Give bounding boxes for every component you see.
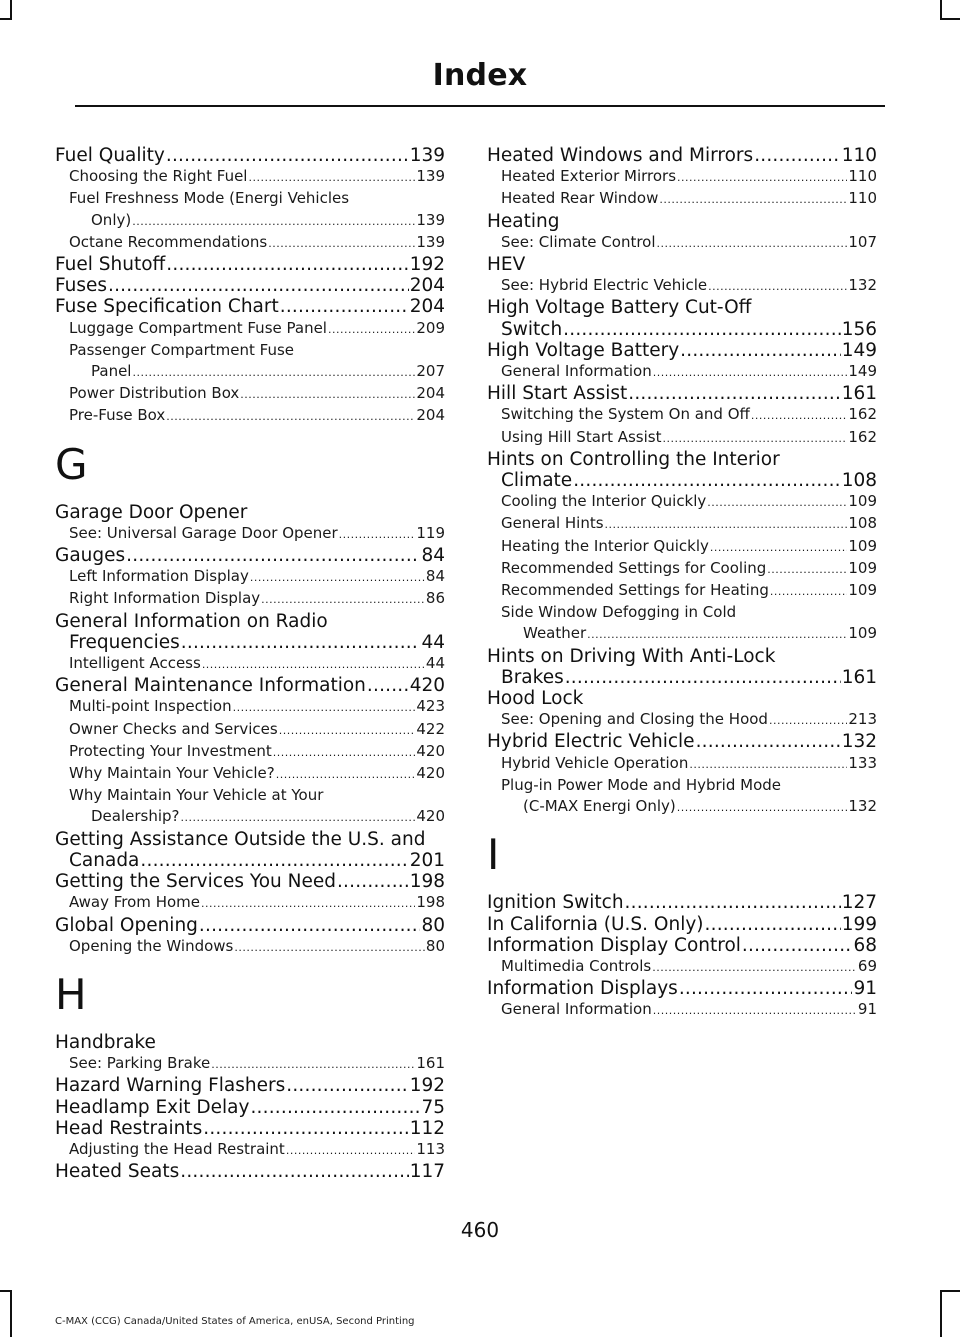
crop-mark [0, 18, 12, 20]
index-subentry[interactable]: Hybrid Vehicle Operation ..... 133 [487, 753, 877, 775]
index-subentry[interactable]: (C-MAX Energi Only) ..... 132 [487, 796, 877, 818]
index-entry[interactable]: Heated Windows and Mirrors ..... 110 [487, 145, 877, 166]
section-letter: I [487, 830, 500, 880]
index-subentry[interactable]: Right Information Display ..... 86 [55, 588, 445, 610]
index-entry-heading: Getting Assistance Outside the U.S. and [55, 828, 426, 850]
index-subentry[interactable]: Cooling the Interior Quickly ..... 109 [487, 491, 877, 513]
index-entry-heading: Garage Door Opener [55, 501, 248, 523]
index-entry[interactable]: Hybrid Electric Vehicle ..... 132 [487, 731, 877, 752]
index-subentry-text: Plug-in Power Mode and Hybrid Mode [501, 775, 782, 794]
index-subentry[interactable]: Multi-point Inspection ..... 423 [55, 696, 445, 718]
index-subentry[interactable]: Heating the Interior Quickly ..... 109 [487, 536, 877, 558]
index-entry[interactable]: Fuel Quality ..... 139 [55, 145, 445, 166]
index-subentry[interactable]: See: Parking Brake ..... 161 [55, 1053, 445, 1075]
index-subentry[interactable]: Why Maintain Your Vehicle? ..... 420 [55, 763, 445, 785]
index-entry[interactable]: Canada ..... 201 [55, 850, 445, 871]
index-subentry[interactable]: Recommended Settings for Cooling ..... 109 [487, 558, 877, 580]
index-subentry[interactable]: Owner Checks and Services ..... 422 [55, 719, 445, 741]
index-subentry[interactable]: Using Hill Start Assist ..... 162 [487, 427, 877, 449]
index-subentry[interactable]: General Hints ..... 108 [487, 513, 877, 535]
index-entry[interactable]: Head Restraints ..... 112 [55, 1118, 445, 1139]
index-subentry[interactable]: Only) ..... 139 [55, 210, 445, 232]
index-entry[interactable]: High Voltage Battery ..... 149 [487, 340, 877, 361]
index-subentry[interactable]: Choosing the Right Fuel ..... 139 [55, 166, 445, 188]
index-entry-heading: Hood Lock [487, 688, 584, 710]
crop-mark [10, 1290, 12, 1337]
index-entry[interactable]: Frequencies ..... 44 [55, 632, 445, 653]
index-subentry[interactable]: Power Distribution Box ..... 204 [55, 383, 445, 405]
index-subentry[interactable]: See: Universal Garage Door Opener ..... 119 [55, 523, 445, 545]
index-subentry[interactable]: Heated Rear Window ..... 110 [487, 188, 877, 210]
index-subentry[interactable]: Weather ..... 109 [487, 623, 877, 645]
index-entry[interactable]: Getting the Services You Need ..... 198 [55, 871, 445, 892]
index-entry-heading: HEV [487, 254, 526, 276]
index-subentry[interactable]: Panel ..... 207 [55, 361, 445, 383]
index-subentry[interactable]: See: Climate Control ..... 107 [487, 232, 877, 254]
index-entry[interactable]: Fuse Specification Chart ..... 204 [55, 296, 445, 317]
index-subentry[interactable]: See: Hybrid Electric Vehicle ..... 132 [487, 275, 877, 297]
index-subentry[interactable]: Dealership? ..... 420 [55, 806, 445, 828]
index-subentry[interactable]: Adjusting the Head Restraint ..... 113 [55, 1139, 445, 1161]
index-entry[interactable]: Information Displays ..... 91 [487, 978, 877, 999]
index-subentry[interactable]: See: Opening and Closing the Hood ..... 213 [487, 709, 877, 731]
crop-mark [0, 1290, 12, 1292]
index-subentry[interactable]: Intelligent Access ..... 44 [55, 653, 445, 675]
index-entry[interactable]: Climate ..... 108 [487, 470, 877, 491]
edition-footer: C-MAX (CCG) Canada/United States of America, enUSA, Second Printing [55, 1316, 415, 1327]
index-entry-heading: Heating [487, 210, 560, 232]
crop-mark [940, 1290, 942, 1337]
index-subentry-text: Why Maintain Your Vehicle at Your [69, 786, 324, 805]
index-entry-heading: Handbrake [55, 1031, 156, 1053]
index-subentry[interactable]: Recommended Settings for Heating ..... 109 [487, 580, 877, 602]
index-column-right [487, 145, 877, 1022]
index-subentry[interactable]: Heated Exterior Mirrors ..... 110 [487, 166, 877, 188]
index-subentry[interactable]: Protecting Your Investment ..... 420 [55, 741, 445, 763]
index-subentry[interactable]: Switching the System On and Off ..... 162 [487, 404, 877, 426]
index-subentry[interactable]: General Information ..... 91 [487, 999, 877, 1021]
index-subentry-text: Side Window Defogging in Cold [501, 603, 737, 622]
index-subentry-text: Passenger Compartment Fuse [69, 340, 294, 359]
index-column-left [55, 145, 445, 1182]
crop-mark [10, 0, 12, 18]
index-subentry[interactable]: Pre-Fuse Box ..... 204 [55, 405, 445, 427]
crop-mark [940, 0, 942, 18]
index-entry[interactable]: Heated Seats ..... 117 [55, 1161, 445, 1182]
index-subentry[interactable]: Away From Home ..... 198 [55, 892, 445, 914]
index-entry[interactable]: Hazard Warning Flashers ..... 192 [55, 1075, 445, 1096]
header-rule [75, 105, 885, 107]
index-entry[interactable]: Fuses ..... 204 [55, 275, 445, 296]
section-letter: G [55, 439, 88, 489]
index-entry[interactable]: Fuel Shutoff ..... 192 [55, 254, 445, 275]
index-entry[interactable]: Ignition Switch ..... 127 [487, 892, 877, 913]
index-subentry-text: Fuel Freshness Mode (Energi Vehicles [69, 189, 350, 208]
index-entry-heading: Hints on Controlling the Interior [487, 448, 780, 470]
crop-mark [940, 18, 960, 20]
index-subentry[interactable]: Octane Recommendations ..... 139 [55, 232, 445, 254]
index-entry[interactable]: Information Display Control ..... 68 [487, 935, 877, 956]
index-entry[interactable]: Gauges ..... 84 [55, 545, 445, 566]
page-number: 460 [460, 1218, 500, 1242]
index-entry[interactable]: Switch ..... 156 [487, 319, 877, 340]
index-entry-heading: High Voltage Battery Cut-Off [487, 297, 752, 319]
index-subentry[interactable]: Multimedia Controls ..... 69 [487, 956, 877, 978]
index-entry[interactable]: In California (U.S. Only) ..... 199 [487, 914, 877, 935]
index-entry[interactable]: Hill Start Assist ..... 161 [487, 383, 877, 404]
index-entry[interactable]: General Maintenance Information ..... 420 [55, 675, 445, 696]
index-subentry[interactable]: Opening the Windows ..... 80 [55, 936, 445, 958]
index-subentry[interactable]: Left Information Display ..... 84 [55, 566, 445, 588]
index-entry[interactable]: Brakes ..... 161 [487, 667, 877, 688]
index-entry[interactable]: Global Opening ..... 80 [55, 915, 445, 936]
index-subentry[interactable]: Luggage Compartment Fuse Panel ..... 209 [55, 318, 445, 340]
crop-mark [940, 1290, 960, 1292]
index-subentry[interactable]: General Information ..... 149 [487, 361, 877, 383]
index-entry[interactable]: Headlamp Exit Delay ..... 75 [55, 1097, 445, 1118]
page-title: Index [432, 58, 528, 93]
index-entry-heading: Hints on Driving With Anti-Lock [487, 645, 776, 667]
index-entry-heading: General Information on Radio [55, 610, 328, 632]
section-letter: H [55, 969, 87, 1019]
